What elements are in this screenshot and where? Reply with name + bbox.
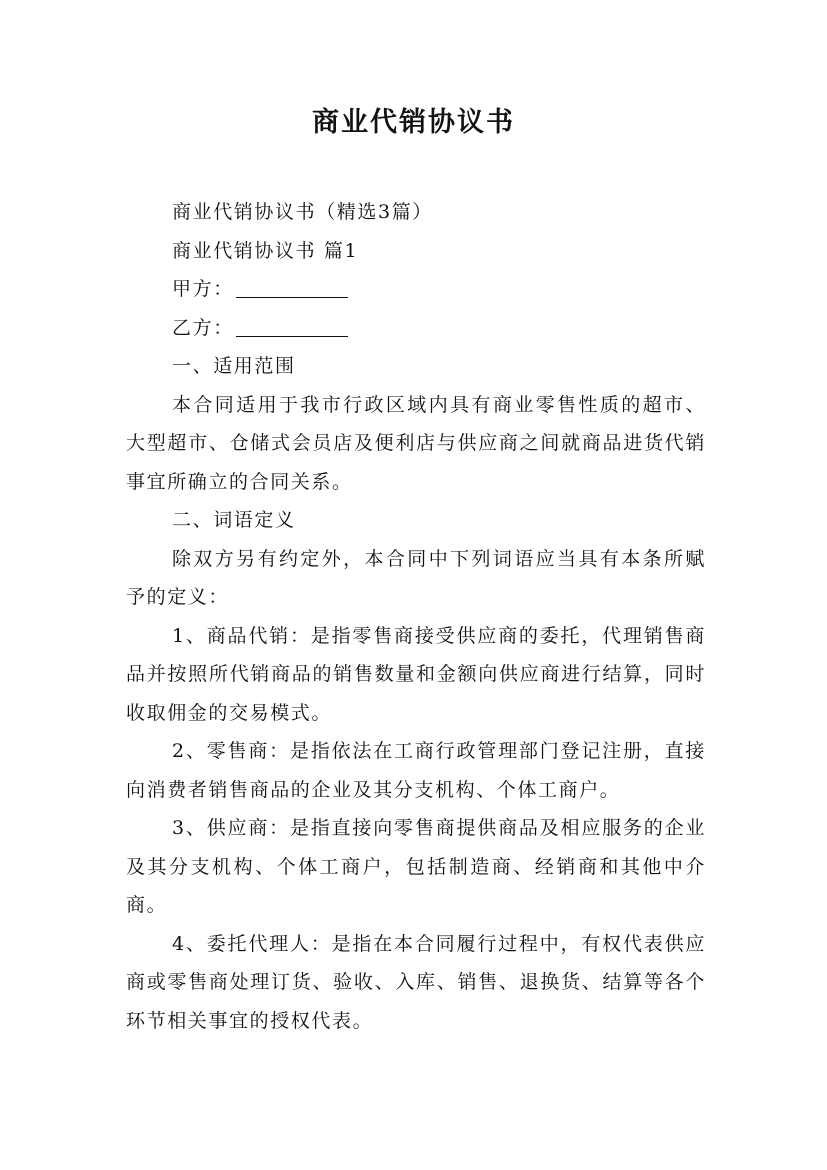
- paragraph-subtitle: 商业代销协议书（精选3篇）: [172, 201, 433, 223]
- definition-item-2: 2、零售商：是指依法在工商行政管理部门登记注册，直接向消费者销售商品的企业及其分支机构、个体工商户。: [126, 740, 706, 801]
- heading-scope: 一、适用范围: [172, 355, 296, 377]
- party-b-line: [126, 309, 706, 348]
- party-b-blank: [236, 316, 348, 337]
- paragraph-scope: 本合同适用于我市行政区域内具有商业零售性质的超市、大型超市、仓储式会员店及便利店与供应商之间就商品进货代销事宜所确立的合同关系。: [126, 393, 706, 493]
- document-title: 商业代销协议书: [312, 107, 515, 138]
- definition-item-3: 3、供应商：是指直接向零售商提供商品及相应服务的企业及其分支机构、个体工商户，包括制造商、经销商和其他中介商。: [126, 817, 706, 916]
- heading-definitions: 二、词语定义: [172, 509, 296, 531]
- paragraph-definitions-intro: 除双方另有约定外，本合同中下列词语应当具有本条所赋予的定义：: [126, 547, 706, 608]
- document-body: [126, 193, 706, 1040]
- paragraph-section-heading: 商业代销协议书 篇1: [172, 239, 359, 262]
- definition-item-1: 1、商品代销：是指零售商接受供应商的委托，代理销售商品并按照所代销商品的销售数量和金额向供应商进行结算，同时收取佣金的交易模式。: [126, 624, 706, 724]
- party-a-label: 甲方：: [172, 278, 234, 300]
- party-a-blank: [236, 277, 348, 298]
- party-a-line: [126, 270, 706, 309]
- party-b-label: 乙方：: [172, 316, 234, 339]
- definition-item-4: 4、委托代理人：是指在本合同履行过程中，有权代表供应商或零售商处理订货、验收、入库、销售、退换货、结算等各个环节相关事宜的授权代表。: [126, 932, 706, 1032]
